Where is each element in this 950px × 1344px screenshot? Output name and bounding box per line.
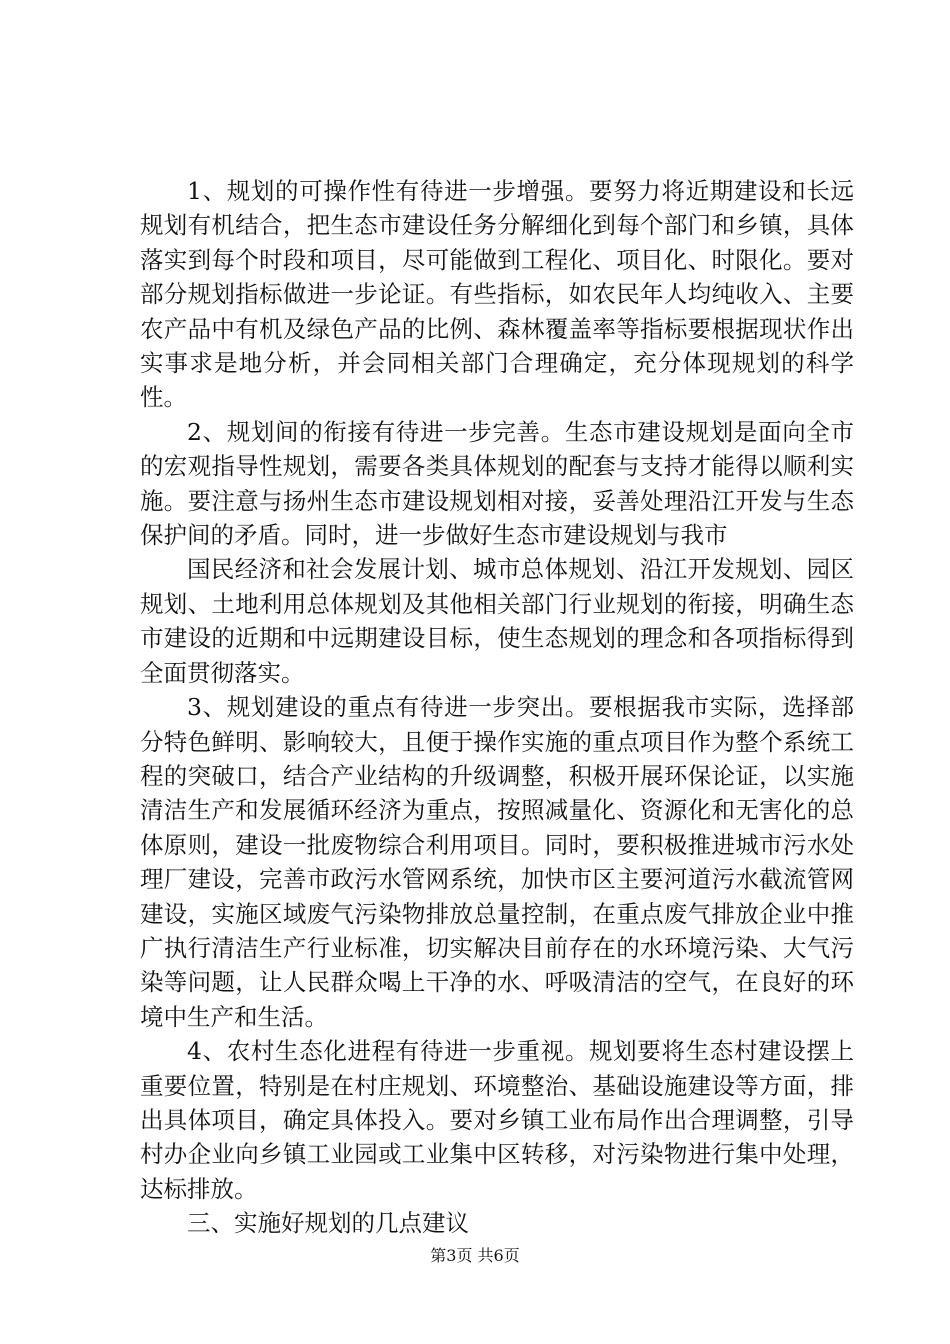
page-footer: 第3页 共6页 [430,1246,520,1265]
paragraph-2-continued: 国民经济和社会发展计划、城市总体规划、沿江开发规划、园区规划、土地利用总体规划及其他相关部门行业规划的衔接，明确生态市建设的近期和中远期建设目标，使生态规划的理念和各项指标得到全面贯彻落实。 [140,555,854,687]
document-body [140,174,854,1241]
paragraph-1: 1、规划的可操作性有待进一步增强。要努力将近期建设和长远规划有机结合，把生态市建设任务分解细化到每个部门和乡镇，具体落实到每个时段和项目，尽可能做到工程化、项目化、时限化。要对部分规划指标做进一步论证。有些指标，如农民年人均纯收入、主要农产品中有机及绿色产品的比例、森林覆盖率等指标要根据现状作出实事求是地分析，并会同相关部门合理确定，充分体现规划的科学性。 [140,177,854,412]
paragraph-3: 3、规划建设的重点有待进一步突出。要根据我市实际，选择部分特色鲜明、影响较大，且便于操作实施的重点项目作为整个系统工程的突破口，结合产业结构的升级调整，积极开展环保论证，以实施清洁生产和发展循环经济为重点，按照减量化、资源化和无害化的总体原则，建设一批废物综合利用项目。同时，要积极推进城市污水处理厂建设，完善市政污水管网系统，加快市区主要河道污水截流管网建设，实施区域废气污染物排放总量控制，在重点废气排放企业中推广执行清洁生产行业标准，切实解决目前存在的水环境污染、大气污染等问题，让人民群众喝上干净的水、呼吸清洁的空气，在良好的环境中生产和生活。 [140,693,854,1031]
section-heading: 三、实施好规划的几点建议 [187,1209,469,1238]
paragraph-2: 2、规划间的衔接有待进一步完善。生态市建设规划是面向全市的宏观指导性规划，需要各类具体规划的配套与支持才能得以顺利实施。要注意与扬州生态市建设规划相对接，妥善处理沿江开发与生态保护间的矛盾。同时，进一步做好生态市建设规划与我市 [140,417,854,550]
paragraph-4: 4、农村生态化进程有待进一步重视。规划要将生态村建设摆上重要位置，特别是在村庄规划、环境整治、基础设施建设等方面，排出具体项目，确定具体投入。要对乡镇工业布局作出合理调整，引导村办企业向乡镇工业园或工业集中区转移，对污染物进行集中处理，达标排放。 [140,1037,854,1203]
